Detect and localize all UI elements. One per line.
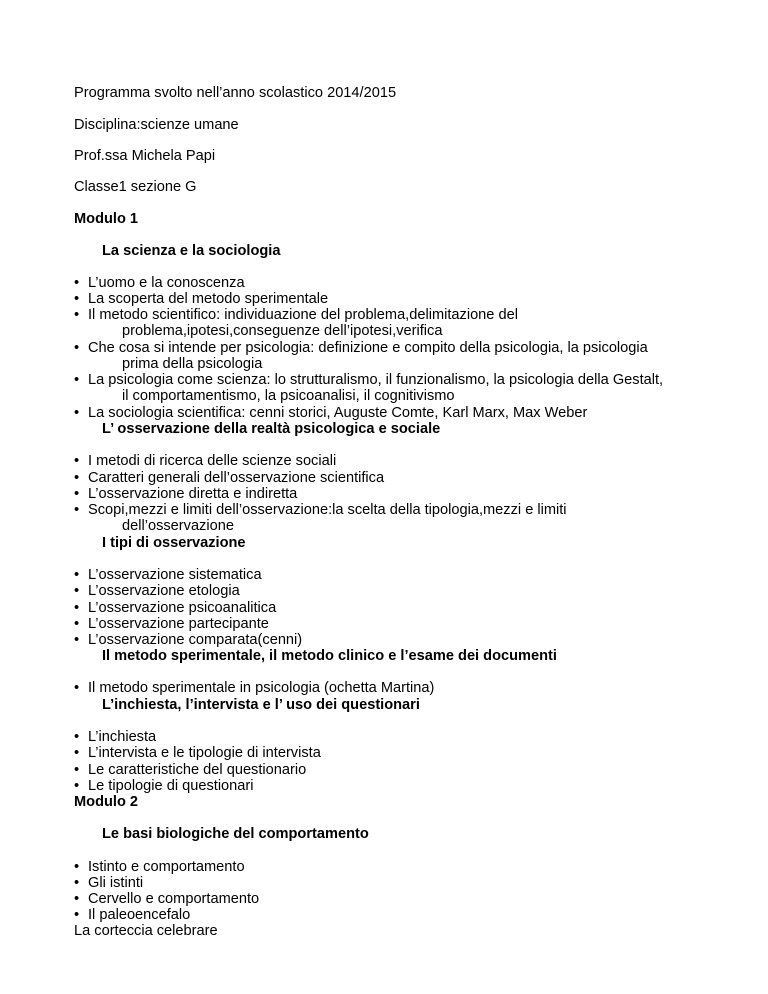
bullet-icon: • <box>74 453 80 469</box>
bullet-icon: • <box>74 859 80 875</box>
modulo-1-title: Modulo 1 <box>74 211 139 227</box>
section-heading-inchiesta: L’inchiesta, l’intervista e l’ uso dei questionari <box>102 697 420 713</box>
class-line: Classe1 sezione G <box>74 179 197 195</box>
bullet-icon: • <box>74 600 80 616</box>
modulo-2-title: Modulo 2 <box>74 794 139 810</box>
bullet-icon: • <box>74 291 80 307</box>
bullet-icon: • <box>74 470 80 486</box>
bullet-icon: • <box>74 762 80 778</box>
section-heading-scienza: La scienza e la sociologia <box>102 243 281 259</box>
bullet-icon: • <box>74 583 80 599</box>
teacher-line: Prof.ssa Michela Papi <box>74 148 216 164</box>
bullet-icon: • <box>74 729 80 745</box>
bullet-icon: • <box>74 891 80 907</box>
section-heading-metodo: Il metodo sperimentale, il metodo clinico e l’esame dei documenti <box>102 648 557 664</box>
bullet-icon: • <box>74 307 80 323</box>
bullet-icon: • <box>74 372 80 388</box>
bullet-icon: • <box>74 680 80 696</box>
bullet-icon: • <box>74 778 80 794</box>
bullet-icon: • <box>74 340 80 356</box>
bullet-icon: • <box>74 875 80 891</box>
bullet-icon: • <box>74 907 80 923</box>
bullet-icon: • <box>74 275 80 291</box>
bullet-icon: • <box>74 745 80 761</box>
program-title: Programma svolto nell’anno scolastico 2014/2015 <box>74 85 397 101</box>
section-heading-tipi: I tipi di osservazione <box>102 535 246 551</box>
bullet-icon: • <box>74 567 80 583</box>
bullet-icon: • <box>74 616 80 632</box>
bullet-icon: • <box>74 502 80 518</box>
bullet-icon: • <box>74 632 80 648</box>
document-page: Programma svolto nell’anno scolastico 2014/2015 Disciplina:scienze umane Prof.ssa Michela Papi Classe1 sezione G Modulo 1 La scienza e la sociologia • L’uomo e la conoscenza • La scoperta del metodo sperimentale • Il metodo scientifico: individuazione del problema,delimitazione del problema,ipotesi,conseguenze dell’ipotesi,verifica • Che cosa si intende per psicologia: definizione e compito della psicologia, la psicologia prima della psicologia • La psicologia come scienza: lo strutturalismo, il funzionalismo, la psicologia della Gestalt, il comportamentismo, la psicoanalisi, il cognitivismo • La sociologia scientifica: cenni storici, Auguste Comte, Karl Marx, Max Weber L’ osservazione della realtà psicologica e sociale • I metodi di ricerca delle scienze sociali • Caratteri generali dell’osservazione scientifica • L’osservazione diretta e indiretta • Scopi,mezzi e limiti dell’osservazione:la scelta della tipologia,mezzi e limiti dell’osservazione I tipi di osservazione • L’osservazione sistematica • L’osservazione etologia • L’osservazione psicoanalitica • L’osservazione partecipante • L’osservazione comparata(cenni) Il metodo sperimentale, il metodo clinico e l’esame dei documenti • Il metodo sperimentale in psicologia (ochetta Martina) L’inchiesta, l’intervista e l’ uso dei questionari • L’inchiesta • L’intervista e le tipologie di intervista • Le caratteristiche del questionario • Le tipologie di questionari Modulo 2 Le basi biologiche del comportamento • Istinto e comportamento • Gli istinti • Cervello e comportamento • Il paleoencefalo La corteccia celebrare <box>74 85 664 939</box>
footer-text: La corteccia celebrare <box>74 923 218 939</box>
section-heading-osservazione: L’ osservazione della realtà psicologica e sociale <box>102 421 441 437</box>
bullet-icon: • <box>74 486 80 502</box>
section-heading-basi-biologiche: Le basi biologiche del comportamento <box>102 826 369 842</box>
discipline-line: Disciplina:scienze umane <box>74 117 239 133</box>
bullet-icon: • <box>74 405 80 421</box>
